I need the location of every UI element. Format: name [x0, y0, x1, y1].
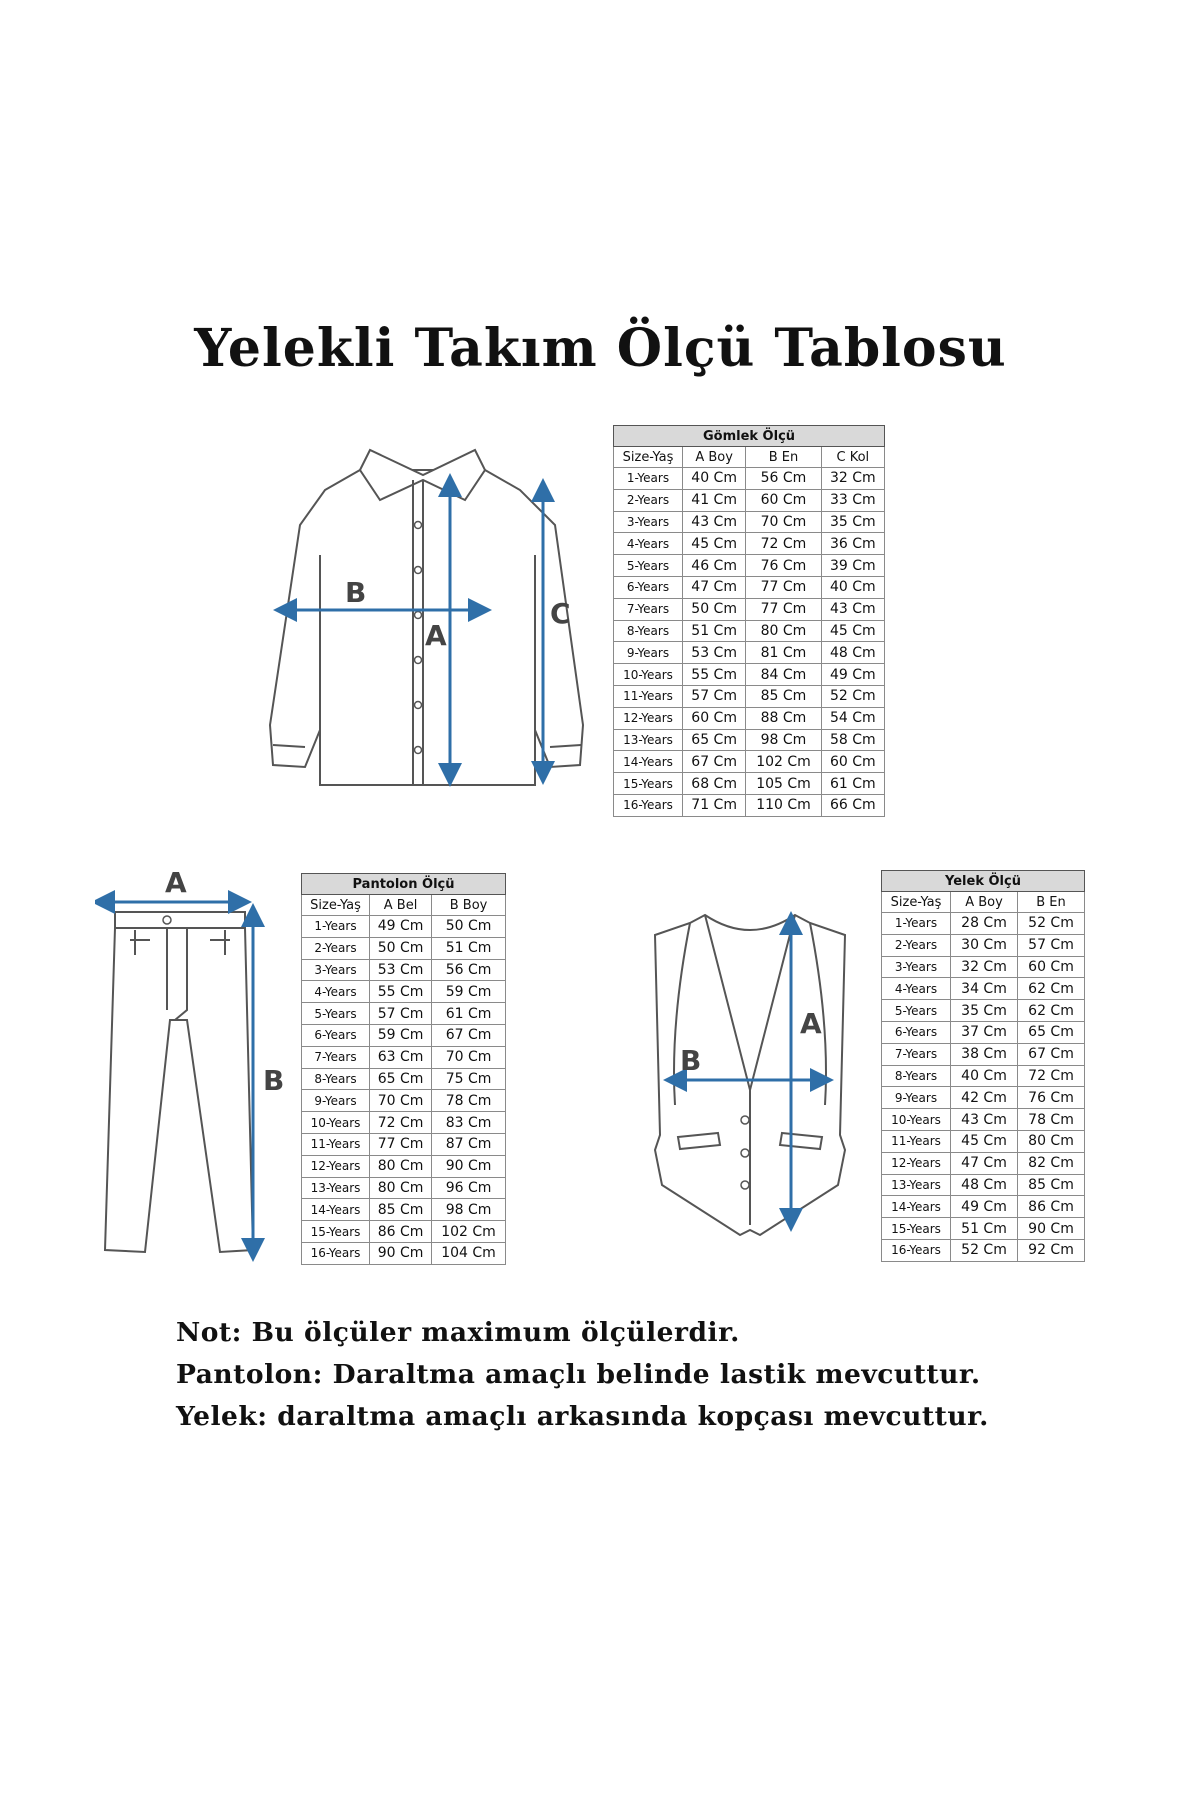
table-cell: 81 Cm — [746, 642, 821, 664]
table-cell: 65 Cm — [370, 1068, 432, 1090]
table-row — [614, 751, 885, 773]
table-cell: 49 Cm — [951, 1196, 1018, 1218]
table-cell: 4-Years — [882, 978, 951, 1000]
table-cell: 50 Cm — [432, 916, 506, 938]
table-cell: 51 Cm — [683, 620, 746, 642]
table-cell: 9-Years — [302, 1090, 370, 1112]
table-row — [882, 1021, 1085, 1043]
column-header: Size-Yaş — [614, 447, 683, 468]
table-cell: 60 Cm — [746, 489, 821, 511]
table-cell: 80 Cm — [1018, 1130, 1085, 1152]
table-row — [614, 598, 885, 620]
table-row — [882, 1152, 1085, 1174]
table-cell: 90 Cm — [432, 1155, 506, 1177]
shirt-label-c: C — [550, 597, 571, 630]
pants-label-b: B — [263, 1064, 285, 1097]
table-cell: 85 Cm — [370, 1199, 432, 1221]
table-cell: 51 Cm — [951, 1218, 1018, 1240]
table-header-row — [614, 447, 885, 468]
table-cell: 7-Years — [882, 1043, 951, 1065]
table-cell: 9-Years — [614, 642, 683, 664]
table-cell: 30 Cm — [951, 934, 1018, 956]
table-row — [302, 959, 506, 981]
table-cell: 76 Cm — [746, 555, 821, 577]
table-cell: 82 Cm — [1018, 1152, 1085, 1174]
table-row — [614, 664, 885, 686]
table-cell: 2-Years — [882, 934, 951, 956]
table-header-row — [882, 892, 1085, 913]
table-cell: 71 Cm — [683, 794, 746, 816]
vest-label-a: A — [800, 1007, 822, 1040]
table-cell: 51 Cm — [432, 937, 506, 959]
table-cell: 59 Cm — [370, 1024, 432, 1046]
table-cell: 75 Cm — [432, 1068, 506, 1090]
table-cell: 85 Cm — [746, 685, 821, 707]
table-cell: 68 Cm — [683, 773, 746, 795]
table-cell: 54 Cm — [821, 707, 884, 729]
table-cell: 61 Cm — [432, 1003, 506, 1025]
table-cell: 77 Cm — [370, 1133, 432, 1155]
table-cell: 70 Cm — [370, 1090, 432, 1112]
table-row — [302, 1024, 506, 1046]
table-cell: 86 Cm — [370, 1221, 432, 1243]
table-cell: 13-Years — [302, 1177, 370, 1199]
table-row — [302, 1221, 506, 1243]
table-cell: 50 Cm — [683, 598, 746, 620]
table-cell: 57 Cm — [683, 685, 746, 707]
table-cell: 80 Cm — [370, 1155, 432, 1177]
table-row — [614, 794, 885, 816]
table-cell: 1-Years — [302, 916, 370, 938]
table-cell: 6-Years — [302, 1024, 370, 1046]
table-cell: 63 Cm — [370, 1046, 432, 1068]
table-cell: 15-Years — [614, 773, 683, 795]
table-cell: 104 Cm — [432, 1242, 506, 1264]
table-cell: 10-Years — [614, 664, 683, 686]
table-row — [302, 1046, 506, 1068]
column-header: B En — [746, 447, 821, 468]
table-cell: 87 Cm — [432, 1133, 506, 1155]
table-row — [614, 773, 885, 795]
table-cell: 3-Years — [882, 956, 951, 978]
table-cell: 77 Cm — [746, 598, 821, 620]
table-cell: 36 Cm — [821, 533, 884, 555]
pants-illustration — [95, 870, 295, 1265]
note-line: Not: Bu ölçüler maximum ölçülerdir. — [176, 1317, 740, 1348]
table-cell: 52 Cm — [1018, 913, 1085, 935]
table-cell: 40 Cm — [821, 576, 884, 598]
table-cell: 6-Years — [614, 576, 683, 598]
table-cell: 34 Cm — [951, 978, 1018, 1000]
table-row — [614, 555, 885, 577]
table-row — [302, 981, 506, 1003]
table-cell: 32 Cm — [951, 956, 1018, 978]
table-row — [882, 1239, 1085, 1261]
notes-block — [176, 1312, 989, 1438]
table-caption: Gömlek Ölçü — [614, 426, 885, 447]
table-row — [302, 916, 506, 938]
note-line: Yelek: daraltma amaçlı arkasında kopçası mevcuttur. — [176, 1401, 989, 1432]
table-cell: 45 Cm — [683, 533, 746, 555]
table-cell: 61 Cm — [821, 773, 884, 795]
table-row — [882, 1130, 1085, 1152]
table-cell: 1-Years — [614, 468, 683, 490]
table-cell: 60 Cm — [1018, 956, 1085, 978]
table-cell: 8-Years — [614, 620, 683, 642]
table-cell: 45 Cm — [821, 620, 884, 642]
table-row — [614, 533, 885, 555]
table-cell: 72 Cm — [1018, 1065, 1085, 1087]
column-header: A Boy — [951, 892, 1018, 913]
table-cell: 2-Years — [302, 937, 370, 959]
table-row — [882, 1218, 1085, 1240]
table-cell: 48 Cm — [951, 1174, 1018, 1196]
table-cell: 65 Cm — [683, 729, 746, 751]
table-cell: 67 Cm — [432, 1024, 506, 1046]
table-cell: 66 Cm — [821, 794, 884, 816]
table-cell: 67 Cm — [683, 751, 746, 773]
page-title: Yelekli Takım Ölçü Tablosu — [194, 318, 1007, 379]
table-cell: 90 Cm — [370, 1242, 432, 1264]
note-line: Pantolon: Daraltma amaçlı belinde lastik mevcuttur. — [176, 1359, 981, 1390]
table-row — [882, 934, 1085, 956]
table-cell: 42 Cm — [951, 1087, 1018, 1109]
table-cell: 11-Years — [302, 1133, 370, 1155]
column-header: B Boy — [432, 895, 506, 916]
table-cell: 47 Cm — [683, 576, 746, 598]
table-cell: 49 Cm — [370, 916, 432, 938]
table-row — [882, 1000, 1085, 1022]
table-row — [614, 576, 885, 598]
table-row — [302, 1068, 506, 1090]
shirt-label-b: B — [345, 576, 367, 609]
shirt-label-a: A — [425, 619, 447, 652]
table-cell: 105 Cm — [746, 773, 821, 795]
table-cell: 15-Years — [882, 1218, 951, 1240]
table-cell: 86 Cm — [1018, 1196, 1085, 1218]
table-cell: 55 Cm — [370, 981, 432, 1003]
table-cell: 88 Cm — [746, 707, 821, 729]
table-row — [302, 1199, 506, 1221]
table-cell: 102 Cm — [746, 751, 821, 773]
column-header: Size-Yaş — [302, 895, 370, 916]
table-row — [882, 1109, 1085, 1131]
table-cell: 40 Cm — [951, 1065, 1018, 1087]
table-row — [614, 729, 885, 751]
table-cell: 62 Cm — [1018, 978, 1085, 1000]
shirt-illustration — [265, 445, 585, 790]
table-cell: 98 Cm — [432, 1199, 506, 1221]
table-cell: 33 Cm — [821, 489, 884, 511]
table-cell: 13-Years — [614, 729, 683, 751]
table-cell: 90 Cm — [1018, 1218, 1085, 1240]
table-row — [614, 468, 885, 490]
table-cell: 60 Cm — [821, 751, 884, 773]
vest-illustration — [650, 905, 850, 1240]
table-cell: 110 Cm — [746, 794, 821, 816]
table-row — [882, 1065, 1085, 1087]
table-cell: 67 Cm — [1018, 1043, 1085, 1065]
table-row — [614, 511, 885, 533]
column-header: C Kol — [821, 447, 884, 468]
table-cell: 39 Cm — [821, 555, 884, 577]
table-cell: 15-Years — [302, 1221, 370, 1243]
table-caption: Pantolon Ölçü — [302, 874, 506, 895]
table-cell: 14-Years — [882, 1196, 951, 1218]
table-cell: 4-Years — [614, 533, 683, 555]
table-row — [614, 707, 885, 729]
table-row — [302, 937, 506, 959]
table-row — [302, 1112, 506, 1134]
table-header-row — [302, 895, 506, 916]
column-header: Size-Yaş — [882, 892, 951, 913]
table-cell: 3-Years — [614, 511, 683, 533]
table-cell: 37 Cm — [951, 1021, 1018, 1043]
table-cell: 46 Cm — [683, 555, 746, 577]
table-row — [882, 1196, 1085, 1218]
table-cell: 77 Cm — [746, 576, 821, 598]
table-cell: 48 Cm — [821, 642, 884, 664]
table-row — [882, 978, 1085, 1000]
table-cell: 57 Cm — [1018, 934, 1085, 956]
table-cell: 96 Cm — [432, 1177, 506, 1199]
table-cell: 70 Cm — [432, 1046, 506, 1068]
table-cell: 55 Cm — [683, 664, 746, 686]
table-cell: 52 Cm — [951, 1239, 1018, 1261]
table-row — [614, 620, 885, 642]
table-cell: 6-Years — [882, 1021, 951, 1043]
column-header: A Bel — [370, 895, 432, 916]
table-cell: 8-Years — [302, 1068, 370, 1090]
table-caption: Yelek Ölçü — [882, 871, 1085, 892]
table-row — [302, 1242, 506, 1264]
table-cell: 8-Years — [882, 1065, 951, 1087]
table-row — [882, 1087, 1085, 1109]
table-cell: 11-Years — [614, 685, 683, 707]
table-cell: 57 Cm — [370, 1003, 432, 1025]
table-cell: 5-Years — [882, 1000, 951, 1022]
table-row — [882, 956, 1085, 978]
table-cell: 16-Years — [302, 1242, 370, 1264]
table-cell: 83 Cm — [432, 1112, 506, 1134]
table-row — [302, 1003, 506, 1025]
table-cell: 43 Cm — [683, 511, 746, 533]
table-cell: 4-Years — [302, 981, 370, 1003]
table-cell: 53 Cm — [370, 959, 432, 981]
table-cell: 16-Years — [614, 794, 683, 816]
table-cell: 65 Cm — [1018, 1021, 1085, 1043]
table-cell: 72 Cm — [746, 533, 821, 555]
table-cell: 5-Years — [614, 555, 683, 577]
vest-label-b: B — [680, 1044, 702, 1077]
table-cell: 53 Cm — [683, 642, 746, 664]
column-header: A Boy — [683, 447, 746, 468]
table-row — [614, 642, 885, 664]
table-row — [882, 1043, 1085, 1065]
pants-size-table — [301, 873, 506, 1265]
table-cell: 35 Cm — [821, 511, 884, 533]
table-row — [882, 913, 1085, 935]
table-cell: 11-Years — [882, 1130, 951, 1152]
table-row — [302, 1090, 506, 1112]
table-cell: 16-Years — [882, 1239, 951, 1261]
table-cell: 102 Cm — [432, 1221, 506, 1243]
table-cell: 47 Cm — [951, 1152, 1018, 1174]
table-cell: 41 Cm — [683, 489, 746, 511]
table-cell: 78 Cm — [432, 1090, 506, 1112]
table-cell: 56 Cm — [432, 959, 506, 981]
column-header: B En — [1018, 892, 1085, 913]
table-cell: 14-Years — [614, 751, 683, 773]
table-cell: 32 Cm — [821, 468, 884, 490]
table-cell: 7-Years — [302, 1046, 370, 1068]
table-cell: 70 Cm — [746, 511, 821, 533]
table-cell: 12-Years — [302, 1155, 370, 1177]
table-cell: 5-Years — [302, 1003, 370, 1025]
table-cell: 84 Cm — [746, 664, 821, 686]
vest-size-table — [881, 870, 1085, 1262]
table-cell: 80 Cm — [370, 1177, 432, 1199]
table-cell: 40 Cm — [683, 468, 746, 490]
table-cell: 45 Cm — [951, 1130, 1018, 1152]
table-cell: 80 Cm — [746, 620, 821, 642]
table-cell: 43 Cm — [821, 598, 884, 620]
table-cell: 85 Cm — [1018, 1174, 1085, 1196]
table-cell: 3-Years — [302, 959, 370, 981]
table-cell: 38 Cm — [951, 1043, 1018, 1065]
shirt-size-table — [613, 425, 885, 817]
table-cell: 98 Cm — [746, 729, 821, 751]
table-cell: 7-Years — [614, 598, 683, 620]
table-cell: 10-Years — [882, 1109, 951, 1131]
table-cell: 92 Cm — [1018, 1239, 1085, 1261]
table-cell: 12-Years — [614, 707, 683, 729]
table-cell: 76 Cm — [1018, 1087, 1085, 1109]
table-cell: 62 Cm — [1018, 1000, 1085, 1022]
table-cell: 72 Cm — [370, 1112, 432, 1134]
table-cell: 60 Cm — [683, 707, 746, 729]
table-cell: 28 Cm — [951, 913, 1018, 935]
table-cell: 59 Cm — [432, 981, 506, 1003]
table-cell: 56 Cm — [746, 468, 821, 490]
table-row — [882, 1174, 1085, 1196]
table-cell: 43 Cm — [951, 1109, 1018, 1131]
table-row — [614, 685, 885, 707]
table-row — [302, 1155, 506, 1177]
table-cell: 2-Years — [614, 489, 683, 511]
table-row — [614, 489, 885, 511]
table-cell: 10-Years — [302, 1112, 370, 1134]
table-cell: 13-Years — [882, 1174, 951, 1196]
table-cell: 58 Cm — [821, 729, 884, 751]
table-cell: 35 Cm — [951, 1000, 1018, 1022]
table-cell: 12-Years — [882, 1152, 951, 1174]
table-cell: 49 Cm — [821, 664, 884, 686]
table-cell: 50 Cm — [370, 937, 432, 959]
table-cell: 14-Years — [302, 1199, 370, 1221]
table-cell: 1-Years — [882, 913, 951, 935]
table-cell: 52 Cm — [821, 685, 884, 707]
table-cell: 9-Years — [882, 1087, 951, 1109]
pants-label-a: A — [165, 870, 187, 899]
table-row — [302, 1133, 506, 1155]
table-row — [302, 1177, 506, 1199]
table-cell: 78 Cm — [1018, 1109, 1085, 1131]
